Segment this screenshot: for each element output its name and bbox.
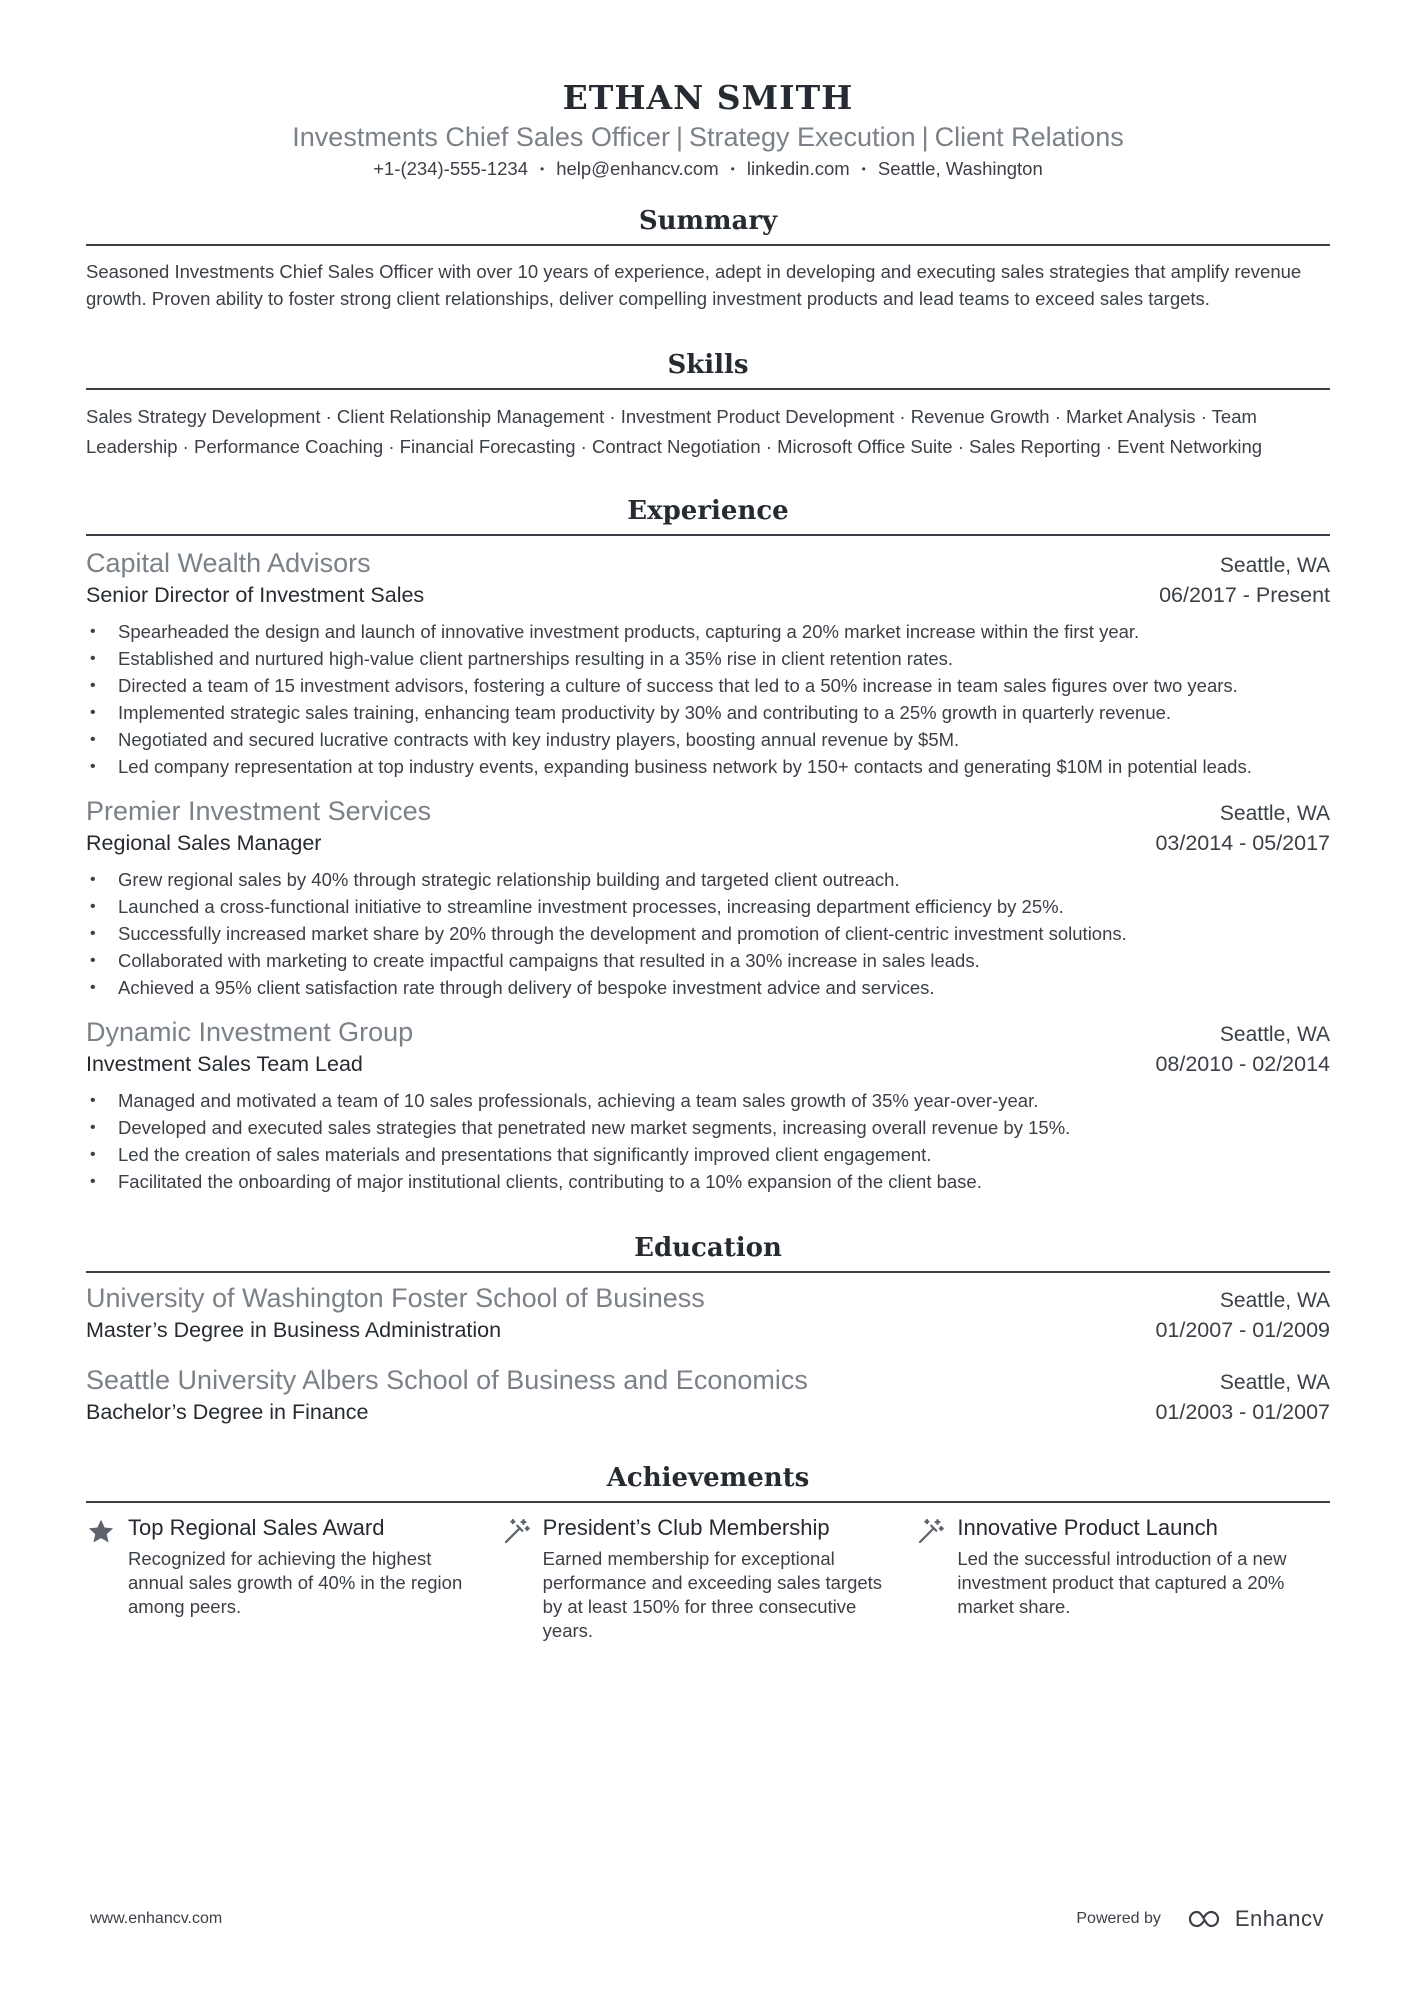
entry-subheader-row bbox=[86, 1049, 1330, 1079]
entry-header-row bbox=[86, 546, 1330, 580]
education-dates: 01/2003 - 01/2007 bbox=[1155, 1400, 1330, 1424]
degree: Bachelor’s Degree in Finance bbox=[86, 1400, 369, 1424]
entry-header-row bbox=[86, 1015, 1330, 1049]
candidate-name: ETHAN SMITH bbox=[562, 78, 854, 117]
education-dates: 01/2007 - 01/2009 bbox=[1155, 1318, 1330, 1342]
experience-section bbox=[86, 494, 1330, 1195]
experience-entry bbox=[86, 546, 1330, 780]
achievement-item bbox=[501, 1513, 916, 1643]
contact-separator: • bbox=[730, 162, 735, 176]
skill-item: Market Analysis · bbox=[1066, 406, 1212, 427]
magic-wand-icon bbox=[915, 1513, 957, 1643]
job-bullet: • Negotiated and secured lucrative contracts with key industry players, boosting annual revenue by $5M. bbox=[86, 726, 1330, 753]
summary-text: Seasoned Investments Chief Sales Officer with over 10 years of experience, adept in developing and executing sales strategies that amplify revenue growth. Proven ability to foster strong client relationships, deliver compelling investment products and lead teams to exceed sales targets. bbox=[86, 261, 1302, 309]
headline-part: Client Relations bbox=[934, 122, 1124, 152]
achievement-item bbox=[86, 1513, 501, 1643]
skill-item: Financial Forecasting · bbox=[400, 436, 592, 457]
achievement-item bbox=[915, 1513, 1330, 1643]
skill-item: Investment Product Development · bbox=[621, 406, 911, 427]
job-dates: 06/2017 - Present bbox=[1159, 583, 1330, 607]
job-bullets bbox=[86, 618, 1330, 780]
job-bullet: • Achieved a 95% client satisfaction rate through delivery of bespoke investment advice and services. bbox=[86, 974, 1330, 1001]
job-bullet: • Developed and executed sales strategies that penetrated new market segments, increasing overall revenue by 15%. bbox=[86, 1114, 1330, 1141]
headline bbox=[86, 120, 1330, 154]
page-footer bbox=[90, 1906, 1324, 1932]
skill-item: Sales Reporting · bbox=[969, 436, 1117, 457]
section-title: Summary bbox=[86, 204, 1330, 246]
job-dates: 03/2014 - 05/2017 bbox=[1155, 831, 1330, 855]
brand-name: Enhancv bbox=[1234, 1906, 1324, 1931]
job-dates: 08/2010 - 02/2014 bbox=[1155, 1052, 1330, 1076]
job-bullets bbox=[86, 1087, 1330, 1195]
job-bullet: • Facilitated the onboarding of major institutional clients, contributing to a 10% expansion of the client base. bbox=[86, 1168, 1330, 1195]
job-bullet: • Launched a cross-functional initiative to streamline investment processes, increasing department efficiency by 25%. bbox=[86, 893, 1330, 920]
job-bullet: • Managed and motivated a team of 10 sales professionals, achieving a team sales growth of 35% year-over-year. bbox=[86, 1087, 1330, 1114]
job-location: Seattle, WA bbox=[1219, 802, 1330, 825]
skill-item: Contract Negotiation · bbox=[592, 436, 777, 457]
degree: Master’s Degree in Business Administration bbox=[86, 1318, 502, 1342]
headline-part: Investments Chief Sales Officer bbox=[292, 122, 670, 152]
section-title: Experience bbox=[86, 494, 1330, 536]
job-bullet: • Led company representation at top industry events, expanding business network by 150+ contacts and generating $10M in potential leads. bbox=[86, 753, 1330, 780]
achievement-description: Recognized for achieving the highest annual sales growth of 40% in the region among peers. bbox=[128, 1548, 463, 1617]
achievement-description: Earned membership for exceptional performance and exceeding sales targets by at least 150% for three consecutive years. bbox=[542, 1548, 883, 1641]
skill-item: Team Leadership · bbox=[86, 406, 1257, 457]
entry-subheader-row bbox=[86, 828, 1330, 858]
job-bullet: • Spearheaded the design and launch of innovative investment products, capturing a 20% market increase within the first year. bbox=[86, 618, 1330, 645]
skill-item: Event Networking bbox=[1117, 436, 1263, 457]
section-title: Skills bbox=[86, 348, 1330, 390]
education-section bbox=[86, 1231, 1330, 1427]
entry-header-row bbox=[86, 1363, 1330, 1397]
contact-line bbox=[86, 156, 1330, 182]
job-bullets bbox=[86, 866, 1330, 1001]
achievement-title: President’s Club Membership bbox=[542, 1515, 830, 1540]
entry-subheader-row bbox=[86, 1315, 1330, 1345]
job-bullet: • Established and nurtured high-value client partnerships resulting in a 35% rise in client retention rates. bbox=[86, 645, 1330, 672]
headline-separator: | bbox=[675, 122, 683, 152]
job-location: Seattle, WA bbox=[1219, 1023, 1330, 1046]
achievement-title: Innovative Product Launch bbox=[957, 1515, 1218, 1540]
section-title: Achievements bbox=[86, 1461, 1330, 1503]
headline-separator: | bbox=[921, 122, 929, 152]
job-bullet: • Successfully increased market share by 20% through the development and promotion of client-centric investment solutions. bbox=[86, 920, 1330, 947]
skill-item: Revenue Growth · bbox=[911, 406, 1066, 427]
job-bullet: • Collaborated with marketing to create impactful campaigns that resulted in a 30% increase in sales leads. bbox=[86, 947, 1330, 974]
job-bullet: • Implemented strategic sales training, enhancing team productivity by 30% and contributing to a 25% growth in quarterly revenue. bbox=[86, 699, 1330, 726]
skill-item: Sales Strategy Development · bbox=[86, 406, 337, 427]
contact-location: Seattle, Washington bbox=[877, 158, 1043, 179]
job-bullet: • Led the creation of sales materials and presentations that significantly improved client engagement. bbox=[86, 1141, 1330, 1168]
skills-list bbox=[86, 402, 1330, 462]
summary-section bbox=[86, 204, 1330, 312]
job-location: Seattle, WA bbox=[1219, 554, 1330, 577]
experience-entry bbox=[86, 794, 1330, 1001]
contact-linkedin[interactable]: linkedin.com bbox=[746, 158, 850, 179]
achievements-grid bbox=[86, 1513, 1330, 1643]
skill-item: Microsoft Office Suite · bbox=[777, 436, 969, 457]
school-location: Seattle, WA bbox=[1219, 1289, 1330, 1312]
magic-wand-icon bbox=[501, 1513, 543, 1643]
entry-header-row bbox=[86, 1281, 1330, 1315]
resume-page bbox=[86, 0, 1330, 1643]
entry-header-row bbox=[86, 794, 1330, 828]
education-entry bbox=[86, 1281, 1330, 1345]
entry-subheader-row bbox=[86, 1397, 1330, 1427]
job-bullet: • Grew regional sales by 40% through strategic relationship building and targeted client outreach. bbox=[86, 866, 1330, 893]
brand-logo[interactable] bbox=[1187, 1906, 1324, 1932]
star-icon bbox=[86, 1513, 128, 1643]
achievement-description: Led the successful introduction of a new investment product that captured a 20% market share. bbox=[957, 1548, 1287, 1617]
footer-website-link[interactable]: www.enhancv.com bbox=[90, 1910, 223, 1927]
contact-separator: • bbox=[861, 162, 866, 176]
contact-phone[interactable]: +1-(234)-555-1234 bbox=[373, 158, 529, 179]
experience-entry bbox=[86, 1015, 1330, 1195]
job-bullet: • Directed a team of 15 investment advisors, fostering a culture of success that led to a 50% increase in team sales figures over two years. bbox=[86, 672, 1330, 699]
skill-item: Performance Coaching · bbox=[194, 436, 400, 457]
education-entry bbox=[86, 1363, 1330, 1427]
contact-email[interactable]: help@enhancv.com bbox=[556, 158, 719, 179]
company-name: Dynamic Investment Group bbox=[86, 1017, 414, 1047]
resume-header bbox=[86, 0, 1330, 182]
job-title: Regional Sales Manager bbox=[86, 831, 322, 855]
job-title: Senior Director of Investment Sales bbox=[86, 583, 425, 607]
entry-subheader-row bbox=[86, 580, 1330, 610]
powered-by-label: Powered by bbox=[1076, 1910, 1161, 1927]
school-location: Seattle, WA bbox=[1219, 1371, 1330, 1394]
enhancv-logo-icon bbox=[1187, 1908, 1227, 1930]
school-name: Seattle University Albers School of Business and Economics bbox=[86, 1365, 808, 1395]
company-name: Capital Wealth Advisors bbox=[86, 548, 371, 578]
headline-part: Strategy Execution bbox=[688, 122, 916, 152]
achievements-section bbox=[86, 1461, 1330, 1643]
skill-item: Client Relationship Management · bbox=[337, 406, 621, 427]
school-name: University of Washington Foster School of Business bbox=[86, 1283, 705, 1313]
skills-section bbox=[86, 348, 1330, 462]
achievement-title: Top Regional Sales Award bbox=[128, 1515, 385, 1540]
powered-by bbox=[1076, 1906, 1324, 1932]
section-title: Education bbox=[86, 1231, 1330, 1273]
company-name: Premier Investment Services bbox=[86, 796, 432, 826]
job-title: Investment Sales Team Lead bbox=[86, 1052, 363, 1076]
contact-separator: • bbox=[540, 162, 545, 176]
